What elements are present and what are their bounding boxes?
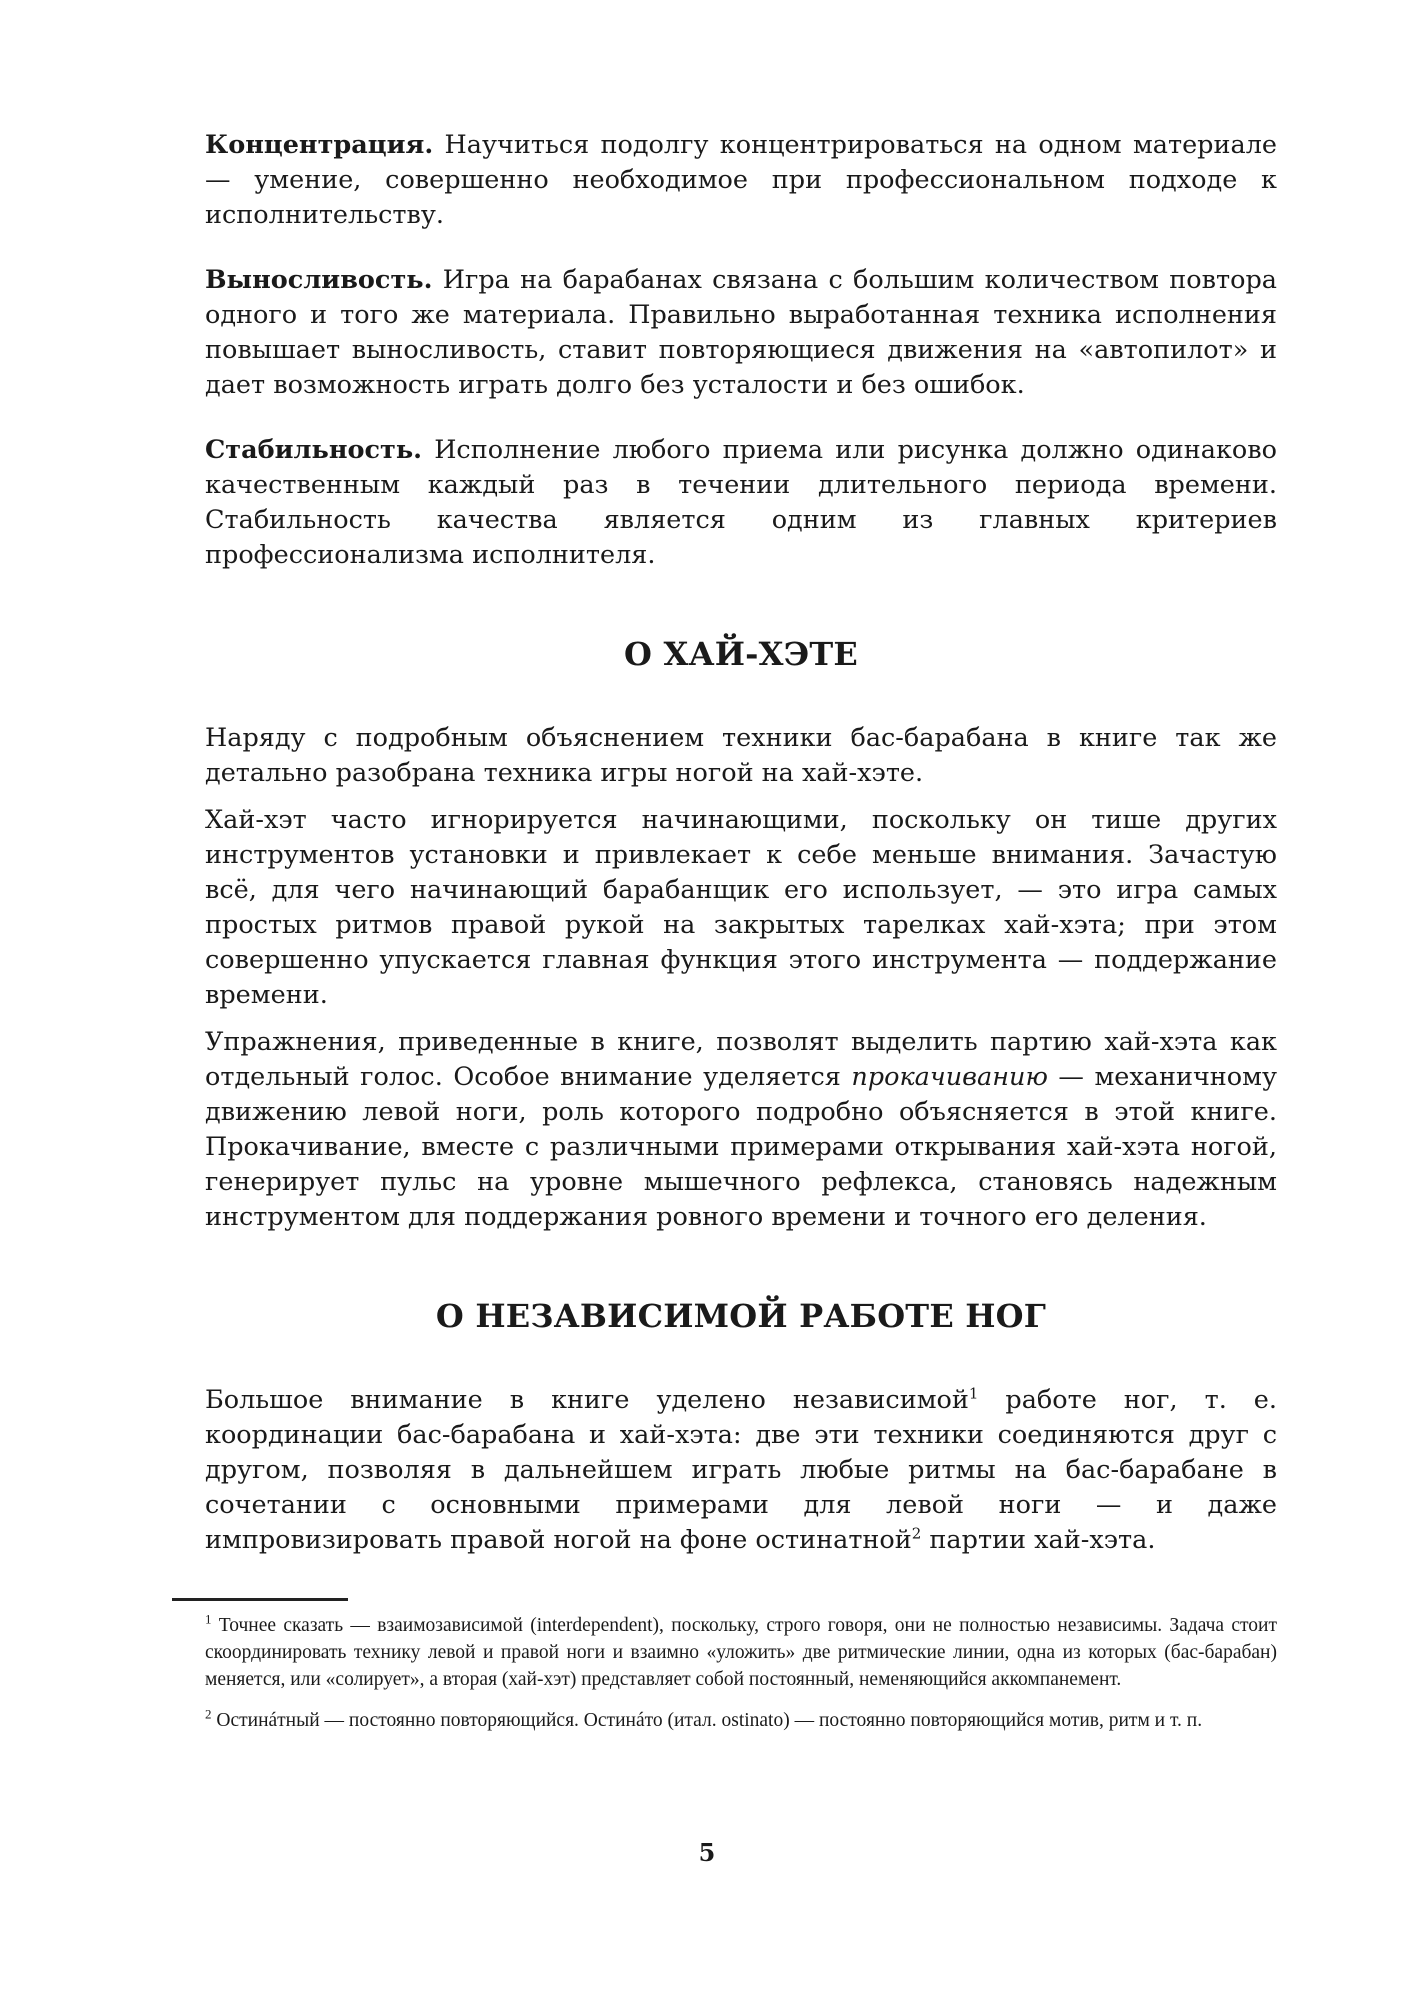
emphasis-pumping: прокачиванию [851, 1062, 1048, 1092]
footnote-ref-1: 1 [968, 1384, 979, 1403]
footnote-1 [205, 1612, 1277, 1693]
paragraph-endurance [205, 263, 1277, 403]
paragraph-stability [205, 433, 1277, 573]
paragraph-text: Научиться подолгу концентрироваться на одном материале — умение, совершенно необходимое при профессиональном подходе к исполнительству. [205, 130, 1277, 230]
term-stability: Стабильность. [205, 435, 423, 465]
term-endurance: Выносливость. [205, 265, 433, 295]
paragraph-hihat-3 [205, 1025, 1277, 1235]
paragraph-text: Исполнение любого приема или рисунка должно одинаково качественным каждый раз в течении длительного периода времени. Стабильность качества является одним из главных критериев профессионализма исполнителя. [205, 435, 1277, 570]
footnote-2 [205, 1707, 1277, 1734]
paragraph-hihat-1: Наряду с подробным объяснением техники бас-барабана в книге так же детально разобрана техника игры ногой на хай-хэте. [205, 723, 1277, 788]
paragraph-text: Упражнения, приведенные в книге, позволят выделить партию хай-хэта как отдельный голос. Особое внимание уделяется [205, 1027, 1277, 1092]
section-title-feet: О НЕЗАВИСИМОЙ РАБОТЕ НОГ [435, 1297, 1047, 1335]
footnote-divider [172, 1598, 348, 1601]
footnote-text: Точнее сказать — взаимозависимой (interdependent), поскольку, строго говоря, они не полностью независимы. Задача стоит скоординировать технику левой и правой ноги и взаимно «уложить» две ритмические линии, одна из которых (бас-барабан) меняется, или «солирует», а вторая (хай-хэт) представляет собой постоянный, неменяющийся аккомпанемент. [205, 1615, 1277, 1690]
paragraph-text: партии хай-хэта. [921, 1525, 1156, 1555]
section-title-hihat: О ХАЙ-ХЭТЕ [624, 635, 858, 673]
footnote-ref-2: 2 [911, 1524, 922, 1543]
page-body [205, 128, 1277, 1558]
paragraph-text: Игра на барабанах связана с большим количеством повтора одного и того же материала. Правильно выработанная техника исполнения повышает выносливость, ставит повторяющиеся движения на «автопилот» и дает возможность играть долго без усталости и без ошибок. [205, 265, 1277, 400]
page-number: 5 [698, 1838, 716, 1867]
footnote-mark-2: 2 [205, 1706, 212, 1722]
paragraph-text: Большое внимание в книге уделено независимой [205, 1385, 969, 1415]
footnote-text: Остинáтный — постоянно повторяющийся. Остинáто (итал. ostinato) — постоянно повторяющийся мотив, ритм и т. п. [211, 1710, 1203, 1731]
paragraph-feet-1 [205, 1383, 1277, 1558]
term-concentration: Концентрация. [205, 130, 434, 160]
footnote-mark-1: 1 [205, 1611, 212, 1627]
paragraph-text: — механичному движению левой ноги, роль которого подробно объясняется в этой книге. Прокачивание, вместе с различными примерами открывания хай-хэта ногой, генерирует пульс на уровне мышечного рефлекса, становясь надежным инструментом для поддержания ровного времени и точного его деления. [205, 1062, 1277, 1232]
footnotes [205, 1612, 1277, 1734]
paragraph-text: работе ног, т. е. координации бас-барабана и хай-хэта: две эти техники соединяются друг с другом, позволяя в дальнейшем играть любые ритмы на бас-барабане в сочетании с основными примерами для левой ноги — и даже импровизировать правой ногой на фоне остинатной [205, 1385, 1277, 1555]
paragraph-hihat-2: Хай-хэт часто игнорируется начинающими, поскольку он тише других инструментов установки и привлекает к себе меньше внимания. Зачастую всё, для чего начинающий барабанщик его использует, — это игра самых простых ритмов правой рукой на закрытых тарелках хай-хэта; при этом совершенно упускается главная функция этого инструмента — поддержание времени. [205, 805, 1277, 1010]
paragraph-concentration [205, 128, 1277, 233]
